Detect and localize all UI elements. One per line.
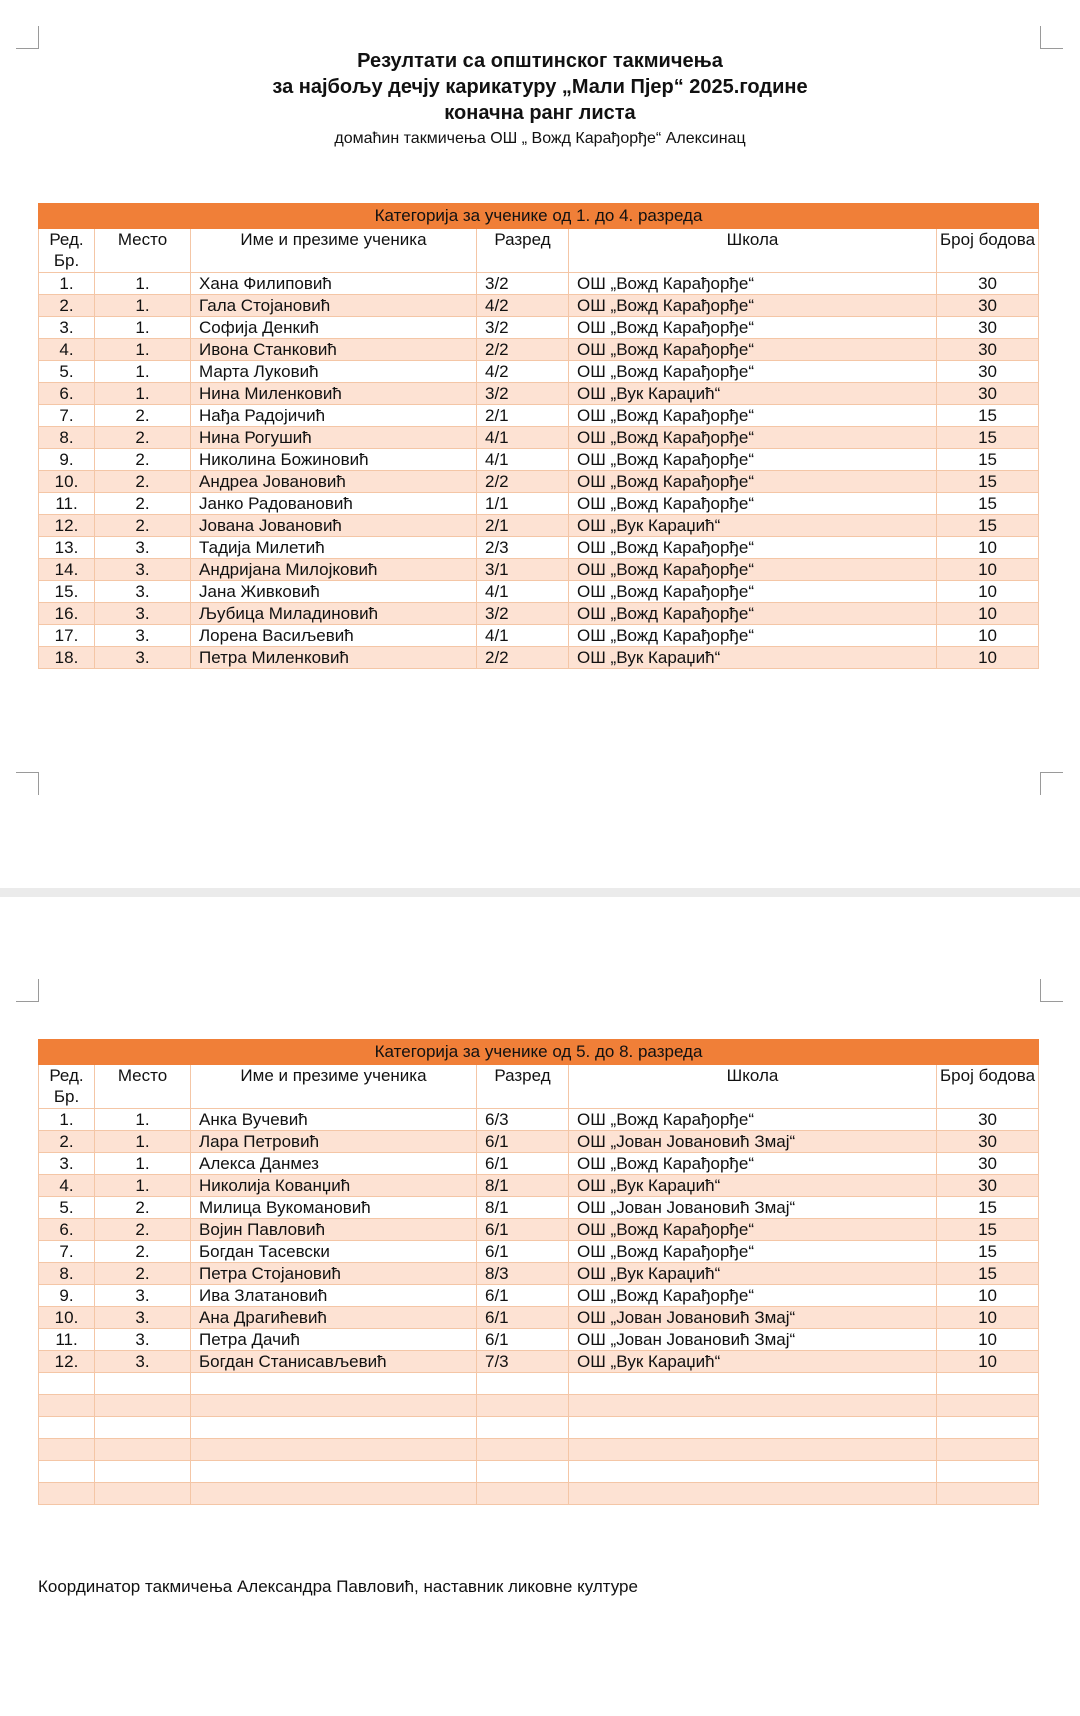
grade-cell: [477, 1373, 569, 1395]
col-header-grade: Разред: [477, 1065, 569, 1109]
place-cell: [95, 1395, 191, 1417]
grade-cell: 8/1: [477, 1197, 569, 1219]
points-cell: 10: [937, 1307, 1039, 1329]
table-row: [39, 273, 1039, 295]
table-row: [39, 515, 1039, 537]
student-name-cell: Марта Луковић: [191, 361, 477, 383]
grade-cell: 6/1: [477, 1241, 569, 1263]
grade-cell: 3/2: [477, 317, 569, 339]
row-number-cell: 6.: [39, 1219, 95, 1241]
points-cell: [937, 1417, 1039, 1439]
student-name-cell: Лара Петровић: [191, 1131, 477, 1153]
student-name-cell: [191, 1395, 477, 1417]
grade-cell: 3/2: [477, 383, 569, 405]
student-name-cell: Војин Павловић: [191, 1219, 477, 1241]
grade-cell: 2/2: [477, 471, 569, 493]
results-table-grades-5-8: [38, 1039, 1039, 1505]
row-number-cell: 10.: [39, 471, 95, 493]
place-cell: 1.: [95, 295, 191, 317]
row-number-cell: 3.: [39, 317, 95, 339]
place-cell: 3.: [95, 1351, 191, 1373]
grade-cell: [477, 1417, 569, 1439]
school-cell: ОШ „Вожд Карађорђе“: [569, 317, 937, 339]
col-header-place: Место: [95, 229, 191, 273]
grade-cell: 3/1: [477, 559, 569, 581]
grade-cell: 3/2: [477, 273, 569, 295]
row-number-cell: 5.: [39, 361, 95, 383]
place-cell: 1.: [95, 1153, 191, 1175]
school-cell: ОШ „Вожд Карађорђе“: [569, 1219, 937, 1241]
header-title-line3: коначна ранг листа: [444, 102, 636, 124]
grade-cell: 4/2: [477, 361, 569, 383]
student-name-cell: Гала Стојановић: [191, 295, 477, 317]
table-row: [39, 1131, 1039, 1153]
table-row: [39, 449, 1039, 471]
student-name-cell: Јанко Радовановић: [191, 493, 477, 515]
table-row: [39, 1395, 1039, 1417]
points-cell: 30: [937, 383, 1039, 405]
points-cell: 30: [937, 339, 1039, 361]
student-name-cell: [191, 1483, 477, 1505]
school-cell: ОШ „Јован Јовановић Змај“: [569, 1329, 937, 1351]
points-cell: 15: [937, 493, 1039, 515]
student-name-cell: Софија Денкић: [191, 317, 477, 339]
school-cell: ОШ „Јован Јовановић Змај“: [569, 1307, 937, 1329]
col-header-school: Школа: [569, 229, 937, 273]
points-cell: [937, 1395, 1039, 1417]
header-title-line2: за најбољу дечју карикатуру „Мали Пјер“ 2025.године: [272, 76, 808, 98]
table-row: [39, 1417, 1039, 1439]
col-header-name: Име и презиме ученика: [191, 229, 477, 273]
student-name-cell: Нађа Радојичић: [191, 405, 477, 427]
table-row: [39, 1241, 1039, 1263]
school-cell: [569, 1461, 937, 1483]
points-cell: [937, 1483, 1039, 1505]
student-name-cell: [191, 1439, 477, 1461]
points-cell: 15: [937, 427, 1039, 449]
student-name-cell: Николина Божиновић: [191, 449, 477, 471]
school-cell: ОШ „Вожд Карађорђе“: [569, 603, 937, 625]
row-number-cell: 16.: [39, 603, 95, 625]
place-cell: 3.: [95, 581, 191, 603]
place-cell: [95, 1483, 191, 1505]
col-header-name: Име и презиме ученика: [191, 1065, 477, 1109]
school-cell: ОШ „Вожд Карађорђе“: [569, 295, 937, 317]
row-number-cell: 4.: [39, 339, 95, 361]
table-row: [39, 1175, 1039, 1197]
student-name-cell: Тадија Милетић: [191, 537, 477, 559]
table-row: [39, 647, 1039, 669]
row-number-cell: [39, 1373, 95, 1395]
table-row: [39, 361, 1039, 383]
school-cell: ОШ „Вожд Карађорђе“: [569, 1241, 937, 1263]
table-row: [39, 1263, 1039, 1285]
row-number-cell: 8.: [39, 427, 95, 449]
document-header: [0, 48, 1080, 150]
school-cell: ОШ „Вожд Карађорђе“: [569, 1153, 937, 1175]
place-cell: [95, 1439, 191, 1461]
grade-cell: 4/1: [477, 625, 569, 647]
row-number-cell: 13.: [39, 537, 95, 559]
place-cell: 1.: [95, 339, 191, 361]
student-name-cell: Јована Јовановић: [191, 515, 477, 537]
student-name-cell: Петра Миленковић: [191, 647, 477, 669]
grade-cell: 8/3: [477, 1263, 569, 1285]
student-name-cell: Андријана Милојковић: [191, 559, 477, 581]
points-cell: 15: [937, 1197, 1039, 1219]
student-name-cell: Богдан Станисављевић: [191, 1351, 477, 1373]
table-row: [39, 1219, 1039, 1241]
row-number-cell: [39, 1395, 95, 1417]
grade-cell: 2/2: [477, 647, 569, 669]
school-cell: ОШ „Вожд Карађорђе“: [569, 493, 937, 515]
place-cell: 2.: [95, 427, 191, 449]
crop-mark-bottom-right: [1040, 772, 1063, 795]
grade-cell: [477, 1461, 569, 1483]
col-header-school: Школа: [569, 1065, 937, 1109]
grade-cell: 6/3: [477, 1109, 569, 1131]
row-number-cell: 10.: [39, 1307, 95, 1329]
grade-cell: 3/2: [477, 603, 569, 625]
place-cell: 3.: [95, 1329, 191, 1351]
student-name-cell: [191, 1373, 477, 1395]
points-cell: 30: [937, 361, 1039, 383]
points-cell: 30: [937, 1153, 1039, 1175]
table-row: [39, 1351, 1039, 1373]
table-row: [39, 1109, 1039, 1131]
coordinator-note: Координатор такмичења Александра Павловић, наставник ликовне културе: [38, 1577, 638, 1596]
school-cell: ОШ „Вожд Карађорђе“: [569, 581, 937, 603]
row-number-cell: 1.: [39, 1109, 95, 1131]
header-host: домаћин такмичења ОШ „ Вожд Карађорђе“ Алексинац: [334, 130, 746, 147]
student-name-cell: Љубица Миладиновић: [191, 603, 477, 625]
student-name-cell: [191, 1417, 477, 1439]
school-cell: ОШ „Јован Јовановић Змај“: [569, 1197, 937, 1219]
place-cell: 1.: [95, 1109, 191, 1131]
school-cell: ОШ „Вук Караџић“: [569, 1351, 937, 1373]
row-number-cell: [39, 1483, 95, 1505]
school-cell: [569, 1395, 937, 1417]
crop-mark-top-left: [16, 979, 39, 1002]
student-name-cell: Хана Филиповић: [191, 273, 477, 295]
col-header-points: Број бодова: [937, 1065, 1039, 1109]
col-header-number: Ред. Бр.: [39, 229, 95, 273]
row-number-cell: [39, 1417, 95, 1439]
school-cell: ОШ „Јован Јовановић Змај“: [569, 1131, 937, 1153]
table-row: [39, 1483, 1039, 1505]
row-number-cell: 14.: [39, 559, 95, 581]
grade-cell: 2/1: [477, 515, 569, 537]
table-row: [39, 493, 1039, 515]
grade-cell: 4/1: [477, 449, 569, 471]
col-header-place: Место: [95, 1065, 191, 1109]
grade-cell: 2/3: [477, 537, 569, 559]
grade-cell: 6/1: [477, 1329, 569, 1351]
school-cell: ОШ „Вожд Карађорђе“: [569, 449, 937, 471]
student-name-cell: [191, 1461, 477, 1483]
row-number-cell: [39, 1461, 95, 1483]
table-row: [39, 427, 1039, 449]
crop-mark-top-left: [16, 26, 39, 49]
place-cell: 3.: [95, 625, 191, 647]
student-name-cell: Нина Миленковић: [191, 383, 477, 405]
student-name-cell: Милица Вукомановић: [191, 1197, 477, 1219]
school-cell: ОШ „Вук Караџић“: [569, 1263, 937, 1285]
grade-cell: [477, 1483, 569, 1505]
points-cell: 15: [937, 1219, 1039, 1241]
place-cell: [95, 1417, 191, 1439]
table-row: [39, 471, 1039, 493]
grade-cell: 8/1: [477, 1175, 569, 1197]
place-cell: 1.: [95, 273, 191, 295]
table-row: [39, 537, 1039, 559]
school-cell: ОШ „Вук Караџић“: [569, 647, 937, 669]
school-cell: ОШ „Вожд Карађорђе“: [569, 537, 937, 559]
row-number-cell: 4.: [39, 1175, 95, 1197]
row-number-cell: 9.: [39, 449, 95, 471]
grade-cell: 1/1: [477, 493, 569, 515]
points-cell: 10: [937, 647, 1039, 669]
school-cell: ОШ „Вожд Карађорђе“: [569, 339, 937, 361]
student-name-cell: Јана Живковић: [191, 581, 477, 603]
table-row: [39, 625, 1039, 647]
points-cell: [937, 1373, 1039, 1395]
row-number-cell: 7.: [39, 1241, 95, 1263]
grade-cell: 4/1: [477, 427, 569, 449]
row-number-cell: 12.: [39, 515, 95, 537]
points-cell: 30: [937, 1131, 1039, 1153]
student-name-cell: Петра Дачић: [191, 1329, 477, 1351]
student-name-cell: Ана Драгићевић: [191, 1307, 477, 1329]
grade-cell: 6/1: [477, 1219, 569, 1241]
row-number-cell: 2.: [39, 295, 95, 317]
results-table-grades-1-4: [38, 203, 1039, 669]
student-name-cell: Анка Вучевић: [191, 1109, 477, 1131]
place-cell: 3.: [95, 559, 191, 581]
school-cell: ОШ „Вожд Карађорђе“: [569, 405, 937, 427]
grade-cell: 2/2: [477, 339, 569, 361]
grade-cell: 6/1: [477, 1285, 569, 1307]
student-name-cell: Лорена Васиљевић: [191, 625, 477, 647]
school-cell: [569, 1483, 937, 1505]
row-number-cell: 18.: [39, 647, 95, 669]
table-row: [39, 559, 1039, 581]
crop-mark-bottom-left: [16, 772, 39, 795]
school-cell: ОШ „Вожд Карађорђе“: [569, 273, 937, 295]
school-cell: ОШ „Вук Караџић“: [569, 1175, 937, 1197]
points-cell: 15: [937, 515, 1039, 537]
grade-cell: 6/1: [477, 1153, 569, 1175]
table-row: [39, 405, 1039, 427]
points-cell: 15: [937, 449, 1039, 471]
school-cell: ОШ „Вожд Карађорђе“: [569, 625, 937, 647]
student-name-cell: Андреа Јовановић: [191, 471, 477, 493]
place-cell: 2.: [95, 493, 191, 515]
points-cell: 15: [937, 1241, 1039, 1263]
points-cell: 10: [937, 1329, 1039, 1351]
place-cell: 1.: [95, 1175, 191, 1197]
points-cell: 10: [937, 625, 1039, 647]
place-cell: 2.: [95, 515, 191, 537]
student-name-cell: Ива Златановић: [191, 1285, 477, 1307]
row-number-cell: 7.: [39, 405, 95, 427]
place-cell: [95, 1461, 191, 1483]
crop-mark-top-right: [1040, 26, 1063, 49]
place-cell: 2.: [95, 405, 191, 427]
points-cell: [937, 1461, 1039, 1483]
row-number-cell: 2.: [39, 1131, 95, 1153]
school-cell: ОШ „Вожд Карађорђе“: [569, 1285, 937, 1307]
place-cell: 3.: [95, 603, 191, 625]
crop-mark-top-right: [1040, 979, 1063, 1002]
header-title-line1: Резултати са општинског такмичења: [357, 50, 723, 72]
row-number-cell: 17.: [39, 625, 95, 647]
student-name-cell: Алекса Данмез: [191, 1153, 477, 1175]
col-header-points: Број бодова: [937, 229, 1039, 273]
row-number-cell: [39, 1439, 95, 1461]
grade-cell: 2/1: [477, 405, 569, 427]
points-cell: 10: [937, 581, 1039, 603]
points-cell: 15: [937, 1263, 1039, 1285]
place-cell: 2.: [95, 471, 191, 493]
points-cell: 30: [937, 295, 1039, 317]
row-number-cell: 8.: [39, 1263, 95, 1285]
place-cell: 3.: [95, 537, 191, 559]
category-title: Категорија за ученике од 1. до 4. разреда: [39, 204, 1039, 229]
place-cell: 2.: [95, 1197, 191, 1219]
place-cell: [95, 1373, 191, 1395]
col-header-grade: Разред: [477, 229, 569, 273]
points-cell: [937, 1439, 1039, 1461]
row-number-cell: 5.: [39, 1197, 95, 1219]
points-cell: 10: [937, 559, 1039, 581]
grade-cell: 4/1: [477, 581, 569, 603]
table-row: [39, 1439, 1039, 1461]
table-row: [39, 1307, 1039, 1329]
place-cell: 3.: [95, 1307, 191, 1329]
row-number-cell: 11.: [39, 493, 95, 515]
row-number-cell: 11.: [39, 1329, 95, 1351]
points-cell: 30: [937, 1109, 1039, 1131]
table-row: [39, 1461, 1039, 1483]
table-row: [39, 383, 1039, 405]
row-number-cell: 15.: [39, 581, 95, 603]
place-cell: 3.: [95, 1285, 191, 1307]
school-cell: ОШ „Вожд Карађорђе“: [569, 559, 937, 581]
place-cell: 1.: [95, 1131, 191, 1153]
grade-cell: 6/1: [477, 1131, 569, 1153]
grade-cell: 6/1: [477, 1307, 569, 1329]
row-number-cell: 3.: [39, 1153, 95, 1175]
table-row: [39, 295, 1039, 317]
table-row: [39, 339, 1039, 361]
school-cell: [569, 1439, 937, 1461]
place-cell: 2.: [95, 1241, 191, 1263]
table-row: [39, 581, 1039, 603]
place-cell: 1.: [95, 317, 191, 339]
school-cell: [569, 1373, 937, 1395]
points-cell: 10: [937, 1351, 1039, 1373]
points-cell: 15: [937, 405, 1039, 427]
school-cell: ОШ „Вожд Карађорђе“: [569, 361, 937, 383]
points-cell: 30: [937, 317, 1039, 339]
school-cell: ОШ „Вожд Карађорђе“: [569, 1109, 937, 1131]
place-cell: 2.: [95, 449, 191, 471]
place-cell: 1.: [95, 361, 191, 383]
school-cell: ОШ „Вожд Карађорђе“: [569, 471, 937, 493]
student-name-cell: Богдан Тасевски: [191, 1241, 477, 1263]
page-separator: [0, 888, 1080, 897]
table-row: [39, 1197, 1039, 1219]
points-cell: 10: [937, 603, 1039, 625]
category-title: Категорија за ученике од 5. до 8. разреда: [39, 1040, 1039, 1065]
student-name-cell: Николија Кованџић: [191, 1175, 477, 1197]
grade-cell: 4/2: [477, 295, 569, 317]
place-cell: 2.: [95, 1263, 191, 1285]
place-cell: 3.: [95, 647, 191, 669]
points-cell: 30: [937, 1175, 1039, 1197]
row-number-cell: 6.: [39, 383, 95, 405]
grade-cell: [477, 1439, 569, 1461]
points-cell: 10: [937, 1285, 1039, 1307]
table-row: [39, 603, 1039, 625]
points-cell: 30: [937, 273, 1039, 295]
col-header-number: Ред. Бр.: [39, 1065, 95, 1109]
row-number-cell: 9.: [39, 1285, 95, 1307]
student-name-cell: Петра Стојановић: [191, 1263, 477, 1285]
grade-cell: 7/3: [477, 1351, 569, 1373]
table-row: [39, 317, 1039, 339]
student-name-cell: Нина Рогушић: [191, 427, 477, 449]
place-cell: 1.: [95, 383, 191, 405]
table-row: [39, 1153, 1039, 1175]
points-cell: 15: [937, 471, 1039, 493]
table-row: [39, 1373, 1039, 1395]
grade-cell: [477, 1395, 569, 1417]
school-cell: [569, 1417, 937, 1439]
row-number-cell: 12.: [39, 1351, 95, 1373]
row-number-cell: 1.: [39, 273, 95, 295]
student-name-cell: Ивона Станковић: [191, 339, 477, 361]
place-cell: 2.: [95, 1219, 191, 1241]
school-cell: ОШ „Вук Караџић“: [569, 515, 937, 537]
points-cell: 10: [937, 537, 1039, 559]
school-cell: ОШ „Вожд Карађорђе“: [569, 427, 937, 449]
school-cell: ОШ „Вук Караџић“: [569, 383, 937, 405]
table-row: [39, 1285, 1039, 1307]
table-row: [39, 1329, 1039, 1351]
